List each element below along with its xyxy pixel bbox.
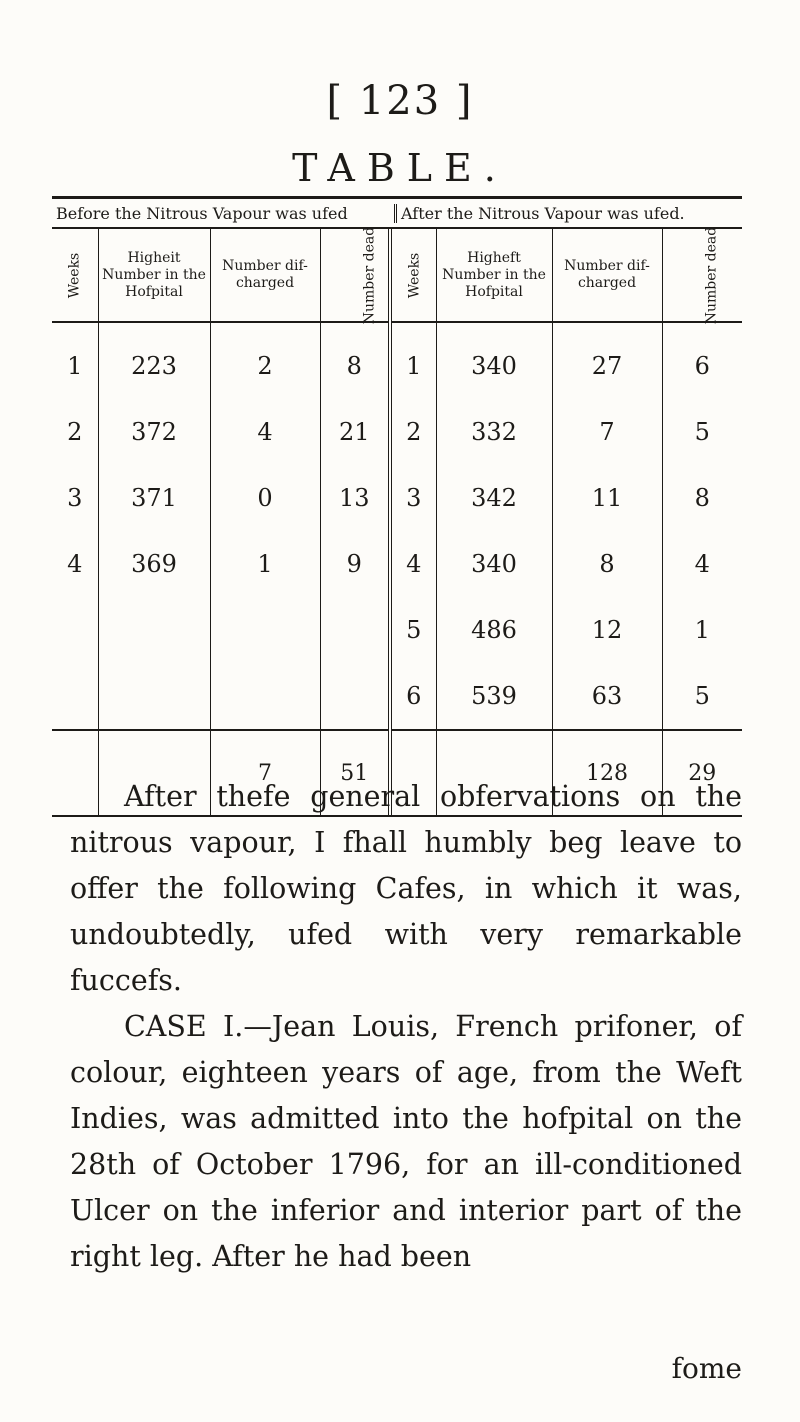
header-highest-before: Higheit Number in the Hofpital — [98, 229, 210, 322]
table-cell: 539 — [436, 663, 552, 730]
table-row — [52, 399, 742, 465]
table-cell: 371 — [98, 465, 210, 531]
table-cell: 4 — [52, 531, 98, 597]
table-row — [52, 465, 742, 531]
table-cell: 1 — [694, 616, 710, 644]
table-cell: 8 — [552, 531, 662, 597]
page-number: [ 123 ] — [326, 78, 474, 124]
table-cell: 1 — [210, 531, 320, 597]
table-cell: 1 — [52, 322, 98, 399]
body-text — [70, 774, 742, 1280]
table-cell — [98, 663, 210, 730]
table-cell: 5 — [694, 682, 710, 710]
table-cell: 2 — [52, 399, 98, 465]
table-cell — [210, 663, 320, 730]
total-dead-before: 51 — [320, 730, 390, 815]
table-cell: 12 — [552, 597, 662, 663]
column-header-row — [52, 229, 742, 322]
table-cell: 7 — [552, 399, 662, 465]
table-cell: 369 — [98, 531, 210, 597]
paragraph-observations: After thefe general obfervations on the nitrous vapour, I fhall humbly beg leave to offer the following Cafes, in which it was, undoubtedly, ufed with very remarkable fuccefs. — [70, 780, 742, 997]
table-cell: 4 — [390, 531, 436, 597]
table-cell: 4 — [694, 550, 710, 578]
table-cell: 2 — [210, 322, 320, 399]
total-discharged-before: 7 — [210, 730, 320, 815]
table-cell: 8 — [320, 322, 390, 399]
before-group-title: Before the Nitrous Vapour was ufed — [52, 204, 397, 223]
table-cell: 3 — [52, 465, 98, 531]
data-table — [52, 226, 742, 815]
table-cell: 372 — [98, 399, 210, 465]
table-cell — [320, 663, 390, 730]
table-cell: 2 — [390, 399, 436, 465]
table-cell: 4 — [210, 399, 320, 465]
table-cell: 340 — [436, 531, 552, 597]
table-cell: 11 — [552, 465, 662, 531]
table-cell: 5 — [390, 597, 436, 663]
table-row — [52, 531, 742, 597]
table-cell: 342 — [436, 465, 552, 531]
table-cell: 6 — [694, 352, 710, 380]
total-dead-after: 29 — [662, 730, 742, 815]
table-cell: 332 — [436, 399, 552, 465]
table-cell: 9 — [320, 531, 390, 597]
table-cell: 1 — [390, 322, 436, 399]
table-cell: 5 — [694, 418, 710, 446]
table-row — [52, 597, 742, 663]
group-headers — [52, 199, 742, 229]
table-cell: 340 — [436, 322, 552, 399]
table-cell — [210, 597, 320, 663]
header-discharged-after: Number dif- charged — [552, 229, 662, 322]
table-cell: 6 — [390, 663, 436, 730]
table-cell: 486 — [436, 597, 552, 663]
table-row — [52, 663, 742, 730]
catchword: fome — [671, 1352, 742, 1385]
paragraph-case-one: CASE I.—Jean Louis, French prifoner, of colour, eighteen years of age, from the Weft Indies, was admitted into the hofpital on the 28th of October 1796, for an ill-conditioned Ulcer on the inferior and interior part of the right leg. After he had been — [70, 1010, 742, 1273]
table-cell — [320, 597, 390, 663]
header-discharged-before: Number dif- charged — [210, 229, 320, 322]
header-weeks-after: Weeks — [390, 229, 436, 322]
table-cell: 0 — [210, 465, 320, 531]
table-row — [52, 322, 742, 399]
after-group-title: After the Nitrous Vapour was ufed. — [401, 203, 685, 223]
table-cell: 27 — [552, 322, 662, 399]
table-cell: 63 — [552, 663, 662, 730]
table-cell — [98, 597, 210, 663]
table-heading: TABLE. — [292, 146, 508, 190]
header-dead-before: Number dead — [320, 229, 390, 322]
table-cell — [52, 597, 98, 663]
table-cell: 8 — [694, 484, 710, 512]
statistics-table — [52, 196, 742, 817]
total-discharged-after: 128 — [552, 730, 662, 815]
header-highest-after: Higheft Number in the Hofpital — [436, 229, 552, 322]
table-cell: 13 — [320, 465, 390, 531]
table-cell: 3 — [390, 465, 436, 531]
table-cell: 223 — [98, 322, 210, 399]
table-cell: 21 — [320, 399, 390, 465]
table-cell — [52, 663, 98, 730]
header-dead-after: Number dead — [662, 229, 742, 322]
header-weeks-before: Weeks — [52, 229, 98, 322]
